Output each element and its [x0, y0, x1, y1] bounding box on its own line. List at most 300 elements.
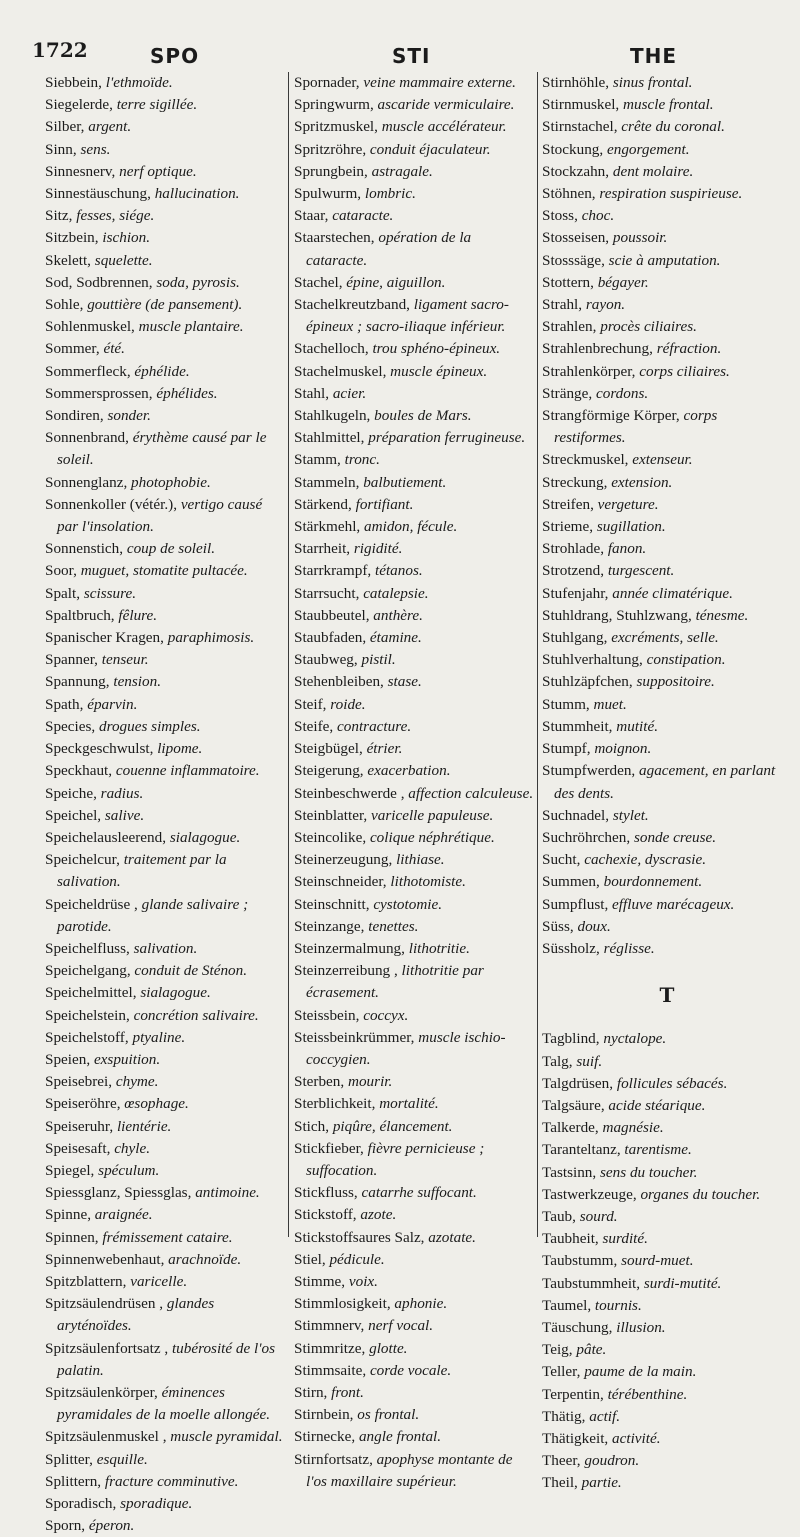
german-headword: Stärkmehl, [294, 518, 361, 536]
german-headword: Speichelgang, [45, 962, 131, 980]
dictionary-entry [45, 1204, 285, 1226]
german-headword: Sondiren, [45, 407, 104, 425]
french-translation: vergeture. [597, 495, 659, 513]
french-translation: vertigo causé par l'insolation. [57, 495, 263, 536]
german-headword: Stufenjahr, [542, 584, 609, 602]
dictionary-entry [45, 960, 285, 982]
german-headword: Taubstumm, [542, 1252, 618, 1270]
dictionary-entry [294, 760, 534, 782]
dictionary-entry [542, 227, 792, 249]
german-headword: Streifen, [542, 495, 594, 513]
dictionary-entry [542, 72, 792, 94]
french-translation: astragale. [371, 162, 433, 180]
french-translation: muscle plantaire. [138, 318, 244, 336]
german-headword: Stimmnerv, [294, 1317, 365, 1335]
french-translation: argent. [88, 118, 132, 136]
french-translation: mortalité. [379, 1095, 439, 1113]
dictionary-entry [45, 227, 285, 249]
french-translation: conduit de Sténon. [134, 962, 248, 980]
dictionary-entry [294, 1449, 534, 1493]
german-headword: Stickstoffsaures Salz, [294, 1228, 425, 1246]
dictionary-entry [294, 938, 534, 960]
dictionary-entry [294, 871, 534, 893]
french-translation: activité. [612, 1429, 661, 1447]
german-headword: Streckmuskel, [542, 451, 629, 469]
french-translation: fêlure. [118, 606, 158, 624]
french-translation: stylet. [612, 806, 649, 824]
french-translation: préparation ferrugineuse. [368, 429, 526, 447]
french-translation: acide stéarique. [608, 1096, 706, 1114]
dictionary-entry [542, 1384, 792, 1406]
german-headword: Sonnenstich, [45, 540, 124, 558]
dictionary-entry [294, 1360, 534, 1382]
dictionary-entry [45, 1249, 285, 1271]
german-headword: Strieme, [542, 518, 594, 536]
french-translation: organes du toucher. [640, 1185, 761, 1203]
dictionary-entry [45, 94, 285, 116]
french-translation: tournis. [594, 1296, 642, 1314]
dictionary-entry [542, 849, 792, 871]
dictionary-entry [45, 1515, 285, 1537]
french-translation: aphonie. [394, 1295, 448, 1313]
french-translation: tension. [113, 673, 162, 691]
dictionary-entry [294, 116, 534, 138]
french-translation: tarentisme. [624, 1141, 692, 1159]
german-headword: Suchnadel, [542, 806, 610, 824]
german-headword: Sucht, [542, 851, 581, 869]
french-translation: glande salivaire ; parotide. [57, 895, 249, 935]
dictionary-entry [45, 272, 285, 294]
german-headword: Stachelloch, [294, 340, 369, 358]
german-headword: Spritzröhre, [294, 140, 367, 158]
french-translation: soda, pyrosis. [156, 273, 240, 291]
german-headword: Sinnestäuschung, [45, 185, 151, 203]
dictionary-entry [542, 183, 792, 205]
dictionary-entry [542, 1117, 792, 1139]
french-translation: sourd. [579, 1207, 618, 1225]
dictionary-entry [45, 1293, 285, 1337]
german-headword: Spalt, [45, 584, 81, 602]
dictionary-entry [294, 1093, 534, 1115]
french-translation: radius. [100, 784, 144, 802]
german-headword: Steigerung, [294, 762, 364, 780]
german-headword: Speichel, [45, 806, 102, 824]
german-headword: Stahl, [294, 384, 330, 402]
dictionary-entry [294, 405, 534, 427]
dictionary-entry [294, 1227, 534, 1249]
french-translation: trou sphéno-épineux. [372, 340, 501, 358]
dictionary-entry [45, 671, 285, 693]
french-translation: varicelle. [130, 1272, 188, 1290]
french-translation: coup de soleil. [126, 540, 215, 558]
dictionary-entry [45, 405, 285, 427]
german-headword: Strangförmige Körper, [542, 407, 680, 425]
french-translation: fièvre pernicieuse ; suffocation. [306, 1139, 485, 1179]
dictionary-entry [542, 1273, 792, 1295]
german-headword: Stirnbein, [294, 1406, 354, 1424]
dictionary-entry [542, 805, 792, 827]
german-headword: Starrsucht, [294, 584, 360, 602]
french-translation: salivation. [133, 939, 198, 957]
german-headword: Stöhnen, [542, 185, 596, 203]
french-translation: l'ethmoïde. [105, 74, 173, 91]
french-translation: concrétion salivaire. [133, 1006, 259, 1024]
french-translation: corps restiformes. [554, 407, 718, 447]
dictionary-entry [542, 671, 792, 693]
french-translation: agacement, en parlant des dents. [554, 762, 776, 802]
dictionary-entry [542, 894, 792, 916]
french-translation: sourd-muet. [621, 1252, 694, 1270]
dictionary-entry [542, 1472, 792, 1494]
german-headword: Streckung, [542, 473, 608, 491]
german-headword: Speiseruhr, [45, 1117, 114, 1135]
french-translation: muscle ischio-coccygien. [306, 1028, 506, 1068]
dictionary-entry [45, 760, 285, 782]
dictionary-entry [294, 538, 534, 560]
french-translation: coccyx. [363, 1006, 409, 1024]
french-translation: angle frontal. [358, 1428, 442, 1446]
french-translation: éphélide. [134, 362, 190, 380]
running-head-left: SPO [150, 44, 200, 68]
german-headword: Strahlenkörper, [542, 362, 636, 380]
french-translation: araignée. [94, 1206, 153, 1224]
french-translation: bourdonnement. [603, 873, 703, 891]
dictionary-entry [45, 316, 285, 338]
dictionary-entry [45, 472, 285, 494]
dictionary-entry [294, 161, 534, 183]
german-headword: Taumel, [542, 1296, 592, 1314]
german-headword: Talgsäure, [542, 1096, 605, 1114]
german-headword: Spiegel, [45, 1161, 95, 1179]
german-headword: Siebbein, [45, 74, 102, 91]
german-headword: Speiseröhre, [45, 1095, 121, 1113]
german-headword: Stirnmuskel, [542, 96, 620, 114]
french-translation: mutité. [616, 717, 659, 735]
german-headword: Stirnhöhle, [542, 74, 610, 91]
dictionary-entry [542, 560, 792, 582]
german-headword: Strohlade, [542, 540, 605, 558]
dictionary-entry [542, 538, 792, 560]
dictionary-entry [542, 1028, 792, 1050]
french-translation: drogues simples. [99, 717, 201, 735]
french-translation: doux. [577, 917, 611, 935]
french-translation: illusion. [616, 1318, 666, 1336]
french-translation: esquille. [96, 1450, 148, 1468]
german-headword: Spritzmuskel, [294, 118, 378, 136]
german-headword: Staubfaden, [294, 629, 367, 647]
dictionary-entry [294, 183, 534, 205]
german-headword: Stuhlzäpfchen, [542, 673, 633, 691]
french-translation: sens du toucher. [600, 1163, 698, 1181]
dictionary-entry [294, 1204, 534, 1226]
german-headword: Sitz, [45, 207, 73, 225]
german-headword: Spaltbruch, [45, 606, 115, 624]
dictionary-entry [542, 738, 792, 760]
dictionary-entry [45, 1382, 285, 1426]
german-headword: Stich, [294, 1117, 330, 1135]
column-rule [537, 72, 538, 1237]
french-translation: lithiase. [396, 851, 445, 869]
dictionary-entry [542, 916, 792, 938]
french-translation: éparvin. [87, 695, 138, 713]
german-headword: Täuschung, [542, 1318, 613, 1336]
german-headword: Sitzbein, [45, 229, 99, 247]
german-headword: Stimme, [294, 1272, 346, 1290]
german-headword: Sommersprossen, [45, 384, 153, 402]
german-headword: Taubstummheit, [542, 1274, 641, 1292]
german-headword: Stuhlgang, [542, 629, 608, 647]
german-headword: Spitzsäulenfortsatz , [45, 1339, 169, 1357]
french-translation: fortifiant. [355, 495, 414, 513]
french-translation: tronc. [344, 451, 380, 469]
french-translation: suppositoire. [636, 673, 715, 691]
french-translation: constipation. [646, 651, 726, 669]
french-translation: lithotritie par écrasement. [306, 962, 484, 1002]
german-headword: Stiel, [294, 1250, 326, 1268]
german-headword: Summen, [542, 873, 600, 891]
french-translation: voix. [348, 1272, 378, 1290]
german-headword: Spitzsäulenkörper, [45, 1383, 158, 1401]
french-translation: mourir. [348, 1073, 393, 1091]
french-translation: poussoir. [612, 229, 668, 247]
dictionary-entry [294, 827, 534, 849]
dictionary-entry [45, 583, 285, 605]
german-headword: Speichelstein, [45, 1006, 130, 1024]
german-headword: Stirnfortsatz, [294, 1450, 373, 1468]
german-headword: Süss, [542, 917, 574, 935]
dictionary-entry [45, 1005, 285, 1027]
dictionary-entry [45, 694, 285, 716]
dictionary-entry [542, 827, 792, 849]
french-translation: tenseur. [101, 651, 149, 669]
german-headword: Theil, [542, 1474, 578, 1492]
german-headword: Stirn, [294, 1383, 328, 1401]
french-translation: œsophage. [124, 1095, 189, 1113]
german-headword: Sporn, [45, 1517, 86, 1535]
french-translation: ténesme. [695, 606, 749, 624]
dictionary-entry [45, 1271, 285, 1293]
dictionary-entry [294, 649, 534, 671]
dictionary-entry [294, 272, 534, 294]
german-headword: Stuhlverhaltung, [542, 651, 643, 669]
german-headword: Taub, [542, 1207, 576, 1225]
dictionary-entry [542, 1073, 792, 1095]
french-translation: partie. [581, 1474, 622, 1492]
french-translation: muscle épineux. [390, 362, 488, 380]
german-headword: Stirnstachel, [542, 118, 618, 136]
french-translation: azote. [360, 1206, 397, 1224]
dictionary-entry [45, 72, 285, 94]
german-headword: Sonnenglanz, [45, 473, 128, 491]
dictionary-entry [294, 716, 534, 738]
french-translation: antimoine. [195, 1184, 260, 1202]
dictionary-entry [542, 1228, 792, 1250]
dictionary-entry [294, 516, 534, 538]
french-translation: cataracte. [332, 207, 394, 225]
french-translation: anthère. [373, 606, 423, 624]
dictionary-entry [542, 405, 792, 449]
page-header [0, 38, 800, 68]
dictionary-entry [45, 1227, 285, 1249]
german-headword: Süssholz, [542, 939, 600, 957]
dictionary-entry [45, 627, 285, 649]
german-headword: Speiche, [45, 784, 97, 802]
german-headword: Silber, [45, 118, 85, 136]
french-translation: épine, aiguillon. [346, 273, 446, 291]
german-headword: Spinne, [45, 1206, 91, 1224]
dictionary-entry [294, 694, 534, 716]
dictionary-entry [294, 1426, 534, 1448]
german-headword: Spinnenwebenhaut, [45, 1250, 165, 1268]
french-translation: fracture comminutive. [104, 1472, 239, 1490]
dictionary-entry [45, 849, 285, 893]
dictionary-entry [542, 1339, 792, 1361]
dictionary-entry [542, 1428, 792, 1450]
french-translation: lientérie. [116, 1117, 172, 1135]
german-headword: Steinzerreibung , [294, 962, 398, 980]
dictionary-entry [45, 427, 285, 471]
dictionary-entry [45, 1182, 285, 1204]
german-headword: Spitzblattern, [45, 1272, 127, 1290]
french-translation: surdi-mutité. [643, 1274, 722, 1292]
german-headword: Skelett, [45, 251, 91, 269]
german-headword: Sommerfleck, [45, 362, 131, 380]
german-headword: Steigbügel, [294, 740, 363, 758]
dictionary-entry [542, 1139, 792, 1161]
german-headword: Talgdrüsen, [542, 1074, 614, 1092]
dictionary-entry [45, 1093, 285, 1115]
german-headword: Sterben, [294, 1073, 345, 1091]
french-translation: respiration suspirieuse. [599, 185, 743, 203]
german-headword: Spanner, [45, 651, 98, 669]
french-translation: muscle pyramidal. [170, 1428, 283, 1446]
german-headword: Sohle, [45, 296, 84, 314]
german-headword: Steinerzeugung, [294, 851, 393, 869]
german-headword: Talg, [542, 1052, 573, 1070]
german-headword: Speicheldrüse , [45, 895, 138, 913]
german-headword: Teig, [542, 1341, 573, 1359]
french-translation: affection calculeuse. [408, 784, 534, 802]
french-translation: dent molaire. [612, 162, 694, 180]
dictionary-entry [542, 694, 792, 716]
german-headword: Speichelmittel, [45, 984, 137, 1002]
dictionary-entry [542, 760, 792, 804]
dictionary-entry [294, 294, 534, 338]
french-translation: engorgement. [606, 140, 690, 158]
running-head-right: THE [630, 44, 678, 68]
german-headword: Speichelausleerend, [45, 828, 167, 846]
french-translation: paraphimosis. [167, 629, 255, 647]
french-translation: nerf optique. [119, 162, 197, 180]
german-headword: Spiessglanz, Spiessglas, [45, 1184, 192, 1202]
dictionary-entry [294, 227, 534, 271]
dictionary-entry [542, 250, 792, 272]
french-translation: exacerbation. [367, 762, 451, 780]
dictionary-entry [45, 294, 285, 316]
french-translation: gouttière (de pansement). [87, 296, 243, 314]
french-translation: procès ciliaires. [600, 318, 697, 336]
german-headword: Steinbeschwerde , [294, 784, 405, 802]
german-headword: Speisebrei, [45, 1073, 113, 1091]
german-headword: Starrkrampf, [294, 562, 372, 580]
dictionary-entry [294, 472, 534, 494]
dictionary-entry [45, 783, 285, 805]
german-headword: Springwurm, [294, 96, 374, 114]
dictionary-entry [294, 916, 534, 938]
french-translation: surdité. [602, 1230, 648, 1248]
dictionary-entry [294, 1249, 534, 1271]
german-headword: Stoss, [542, 207, 578, 225]
french-translation: goudron. [584, 1452, 640, 1470]
dictionary-entry [294, 1027, 534, 1071]
french-translation: piqûre, élancement. [332, 1117, 453, 1135]
german-headword: Taranteltanz, [542, 1141, 621, 1159]
french-translation: térébenthine. [607, 1385, 688, 1403]
french-translation: crête du coronal. [621, 118, 725, 136]
french-translation: cachexie, dyscrasie. [584, 851, 707, 869]
german-headword: Stuhldrang, Stuhlzwang, [542, 606, 692, 624]
dictionary-entry [294, 605, 534, 627]
dictionary-entry [45, 1116, 285, 1138]
french-translation: muscle accélérateur. [381, 118, 507, 136]
french-translation: effluve marécageux. [612, 895, 735, 913]
french-translation: conduit éjaculateur. [369, 140, 491, 158]
german-headword: Splittern, [45, 1472, 102, 1490]
french-translation: tenettes. [368, 917, 419, 935]
french-translation: tubérosité de l'os palatin. [57, 1339, 276, 1379]
french-translation: glotte. [369, 1339, 408, 1357]
german-headword: Speichelstoff, [45, 1028, 129, 1046]
dictionary-entry [45, 205, 285, 227]
german-headword: Stickfluss, [294, 1184, 358, 1202]
french-translation: fesses, siége. [76, 207, 155, 225]
dictionary-entry [542, 294, 792, 316]
french-translation: contracture. [337, 717, 412, 735]
french-translation: chyle. [114, 1139, 151, 1157]
dictionary-entry [294, 560, 534, 582]
dictionary-entry [45, 161, 285, 183]
dictionary-entry [542, 472, 792, 494]
dictionary-entry [45, 982, 285, 1004]
german-headword: Stosssäge, [542, 251, 605, 269]
german-headword: Sonnenbrand, [45, 429, 129, 447]
dictionary-entry [542, 1051, 792, 1073]
french-translation: traitement par la salivation. [57, 851, 227, 891]
german-headword: Steinzermalmung, [294, 939, 405, 957]
dictionary-entry [294, 671, 534, 693]
column-2 [294, 72, 534, 1493]
dictionary-entry [45, 1493, 285, 1515]
german-headword: Spitzsäulenmuskel , [45, 1428, 167, 1446]
french-translation: réglisse. [603, 939, 655, 957]
dictionary-entry [45, 827, 285, 849]
french-translation: apophyse montante de l'os maxillaire supérieur. [306, 1450, 513, 1490]
dictionary-entry [294, 738, 534, 760]
german-headword: Stimmlosigkeit, [294, 1295, 391, 1313]
dictionary-entry [45, 1049, 285, 1071]
german-headword: Stummheit, [542, 717, 613, 735]
german-headword: Strahlen, [542, 318, 597, 336]
dictionary-entry [294, 1271, 534, 1293]
german-headword: Staar, [294, 207, 329, 225]
german-headword: Speisesaft, [45, 1139, 111, 1157]
french-translation: sinus frontal. [612, 74, 693, 91]
page-number: 1722 [32, 38, 88, 62]
dictionary-entry [294, 583, 534, 605]
french-translation: pâte. [576, 1341, 607, 1359]
dictionary-entry [294, 1138, 534, 1182]
running-head-center: STI [392, 44, 431, 68]
